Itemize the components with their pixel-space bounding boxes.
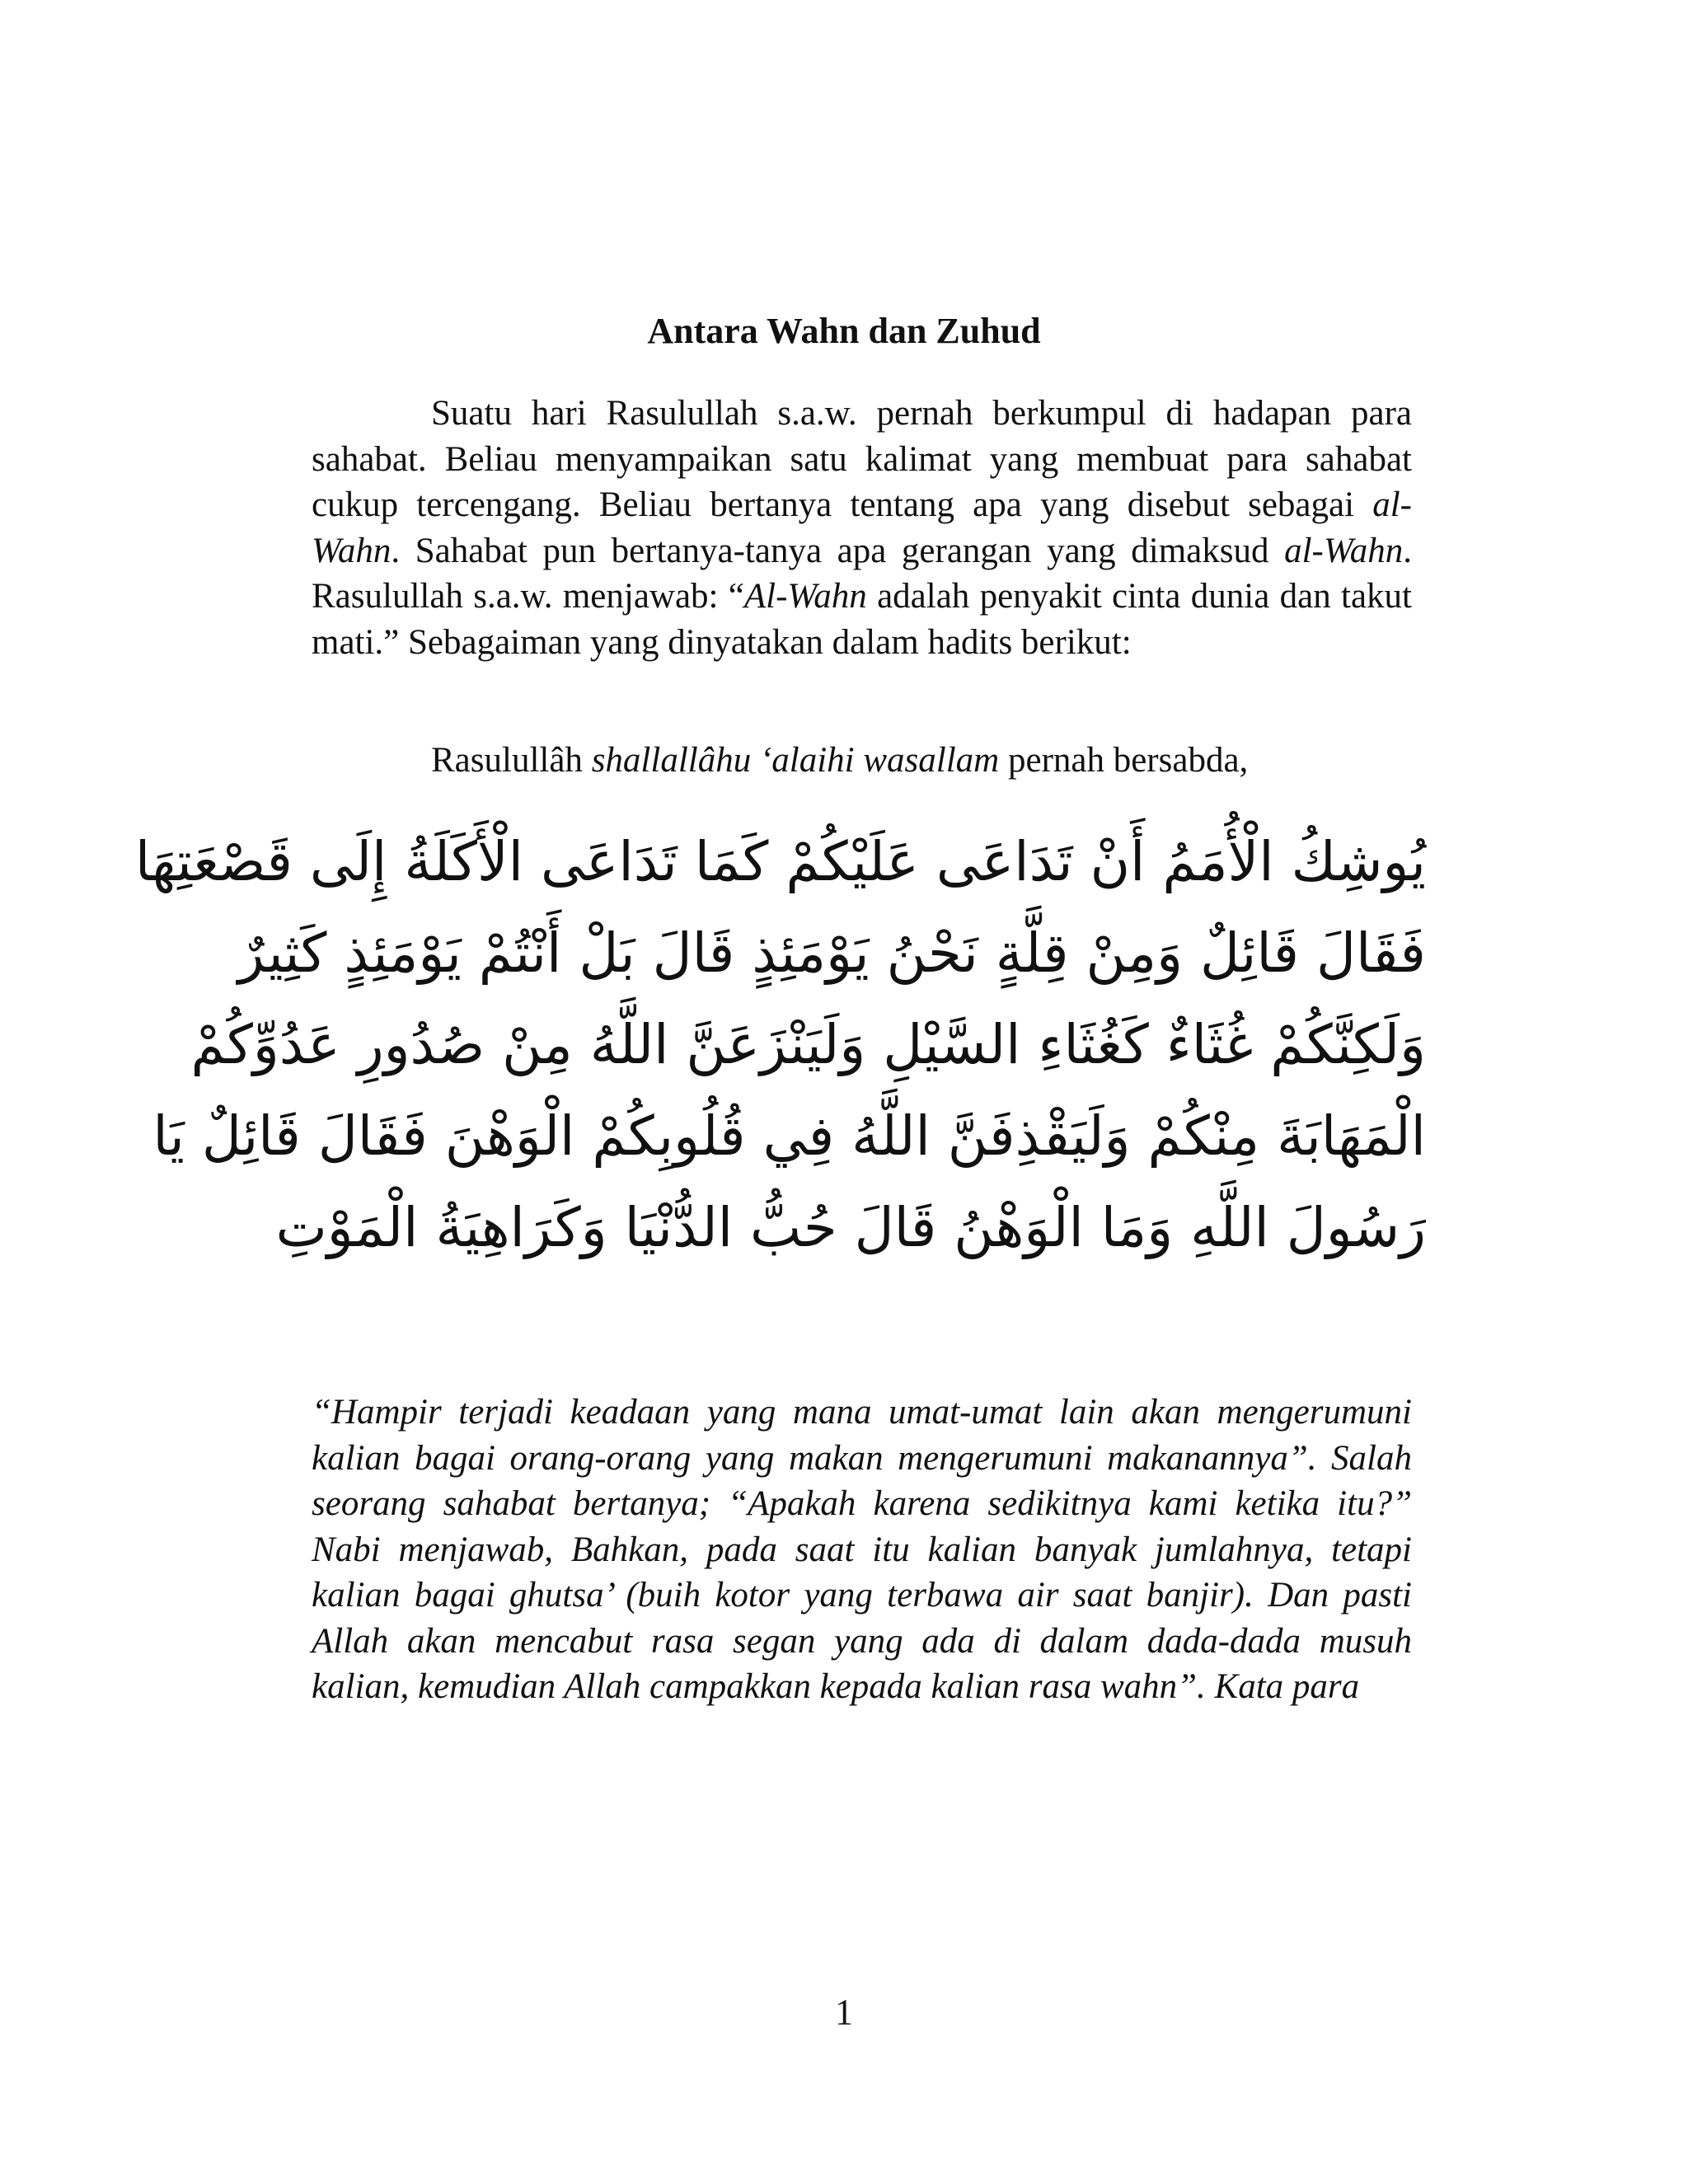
page-number: 1 xyxy=(835,1992,853,2032)
arabic-hadith xyxy=(134,816,1426,1273)
intro-text-4: adalah penyakit cinta dunia dan takut mati.” Sebagaiman yang dinyatakan dalam hadits berikut: xyxy=(312,577,1412,662)
intro-term-1: al-Wahn xyxy=(312,485,1412,570)
intro-paragraph xyxy=(312,391,1412,665)
arabic-line-2: فَقَالَ قَائِلٌ وَمِنْ قِلَّةٍ نَحْنُ يَوْمَئِذٍ قَالَ بَلْ أَنْتُمْ يَوْمَئِذٍ كَثِيرٌ xyxy=(237,921,1426,985)
hadith-translation: “Hampir terjadi keadaan yang mana umat-umat lain akan mengerumuni kalian bagai orang-orang yang makan mengerumuni makanannya”. Salah seorang sahabat bertanya; “Apakah karena sedikitnya kami ketika itu?” Nabi menjawab, Bahkan, pada saat itu kalian banyak jumlahnya, tetapi kalian bagai ghutsa’ (buih kotor yang terbawa air saat banjir). Dan pasti Allah akan mencabut rasa segan yang ada di dalam dada-dada musuh kalian, kemudian Allah campakkan kepada kalian rasa wahn”. Kata para xyxy=(312,1393,1412,1706)
page-title: Antara Wahn dan Zuhud xyxy=(647,311,1041,351)
intro-text-1: Suatu hari Rasulullah s.a.w. pernah berkumpul di hadapan para sahabat. Beliau menyampaikan satu kalimat yang membuat para sahabat cukup tercengang. Beliau bertanya tentang apa yang disebut sebagai xyxy=(312,394,1412,524)
intro-term-2: al-Wahn xyxy=(1284,531,1404,570)
hadith-intro-text-1: Rasulullâh xyxy=(431,741,592,780)
arabic-line-5: رَسُولَ اللَّهِ وَمَا الْوَهْنُ قَالَ حُبُّ الدُّنْيَا وَكَرَاهِيَةُ الْمَوْتِ xyxy=(275,1196,1426,1259)
hadith-intro-paragraph xyxy=(312,738,1412,784)
arabic-line-1: يُوشِكُ الْأُمَمُ أَنْ تَدَاعَى عَلَيْكُمْ كَمَا تَدَاعَى الْأَكَلَةُ إِلَى قَصْعَتِهَا xyxy=(134,830,1426,893)
arabic-line-4: الْمَهَابَةَ مِنْكُمْ وَلَيَقْذِفَنَّ اللَّهُ فِي قُلُوبِكُمْ الْوَهْنَ فَقَالَ قَائِلٌ يَا xyxy=(152,1104,1426,1168)
arabic-line-3: وَلَكِنَّكُمْ غُثَاءٌ كَغُثَاءِ السَّيْلِ وَلَيَنْزَعَنَّ اللَّهُ مِنْ صُدُورِ عَدُوِّكُمْ xyxy=(190,1013,1426,1076)
hadith-intro-honorific: shallallâhu ‘alaihi wasallam xyxy=(591,741,1000,780)
intro-text-3: . Rasulullah s.a.w. menjawab: “ xyxy=(312,531,1412,616)
intro-term-3: Al-Wahn xyxy=(743,577,867,616)
hadith-intro-text-2: pernah bersabda, xyxy=(999,741,1249,780)
intro-text-2: . Sahabat pun bertanya-tanya apa gerangan yang dimaksud xyxy=(391,531,1285,570)
